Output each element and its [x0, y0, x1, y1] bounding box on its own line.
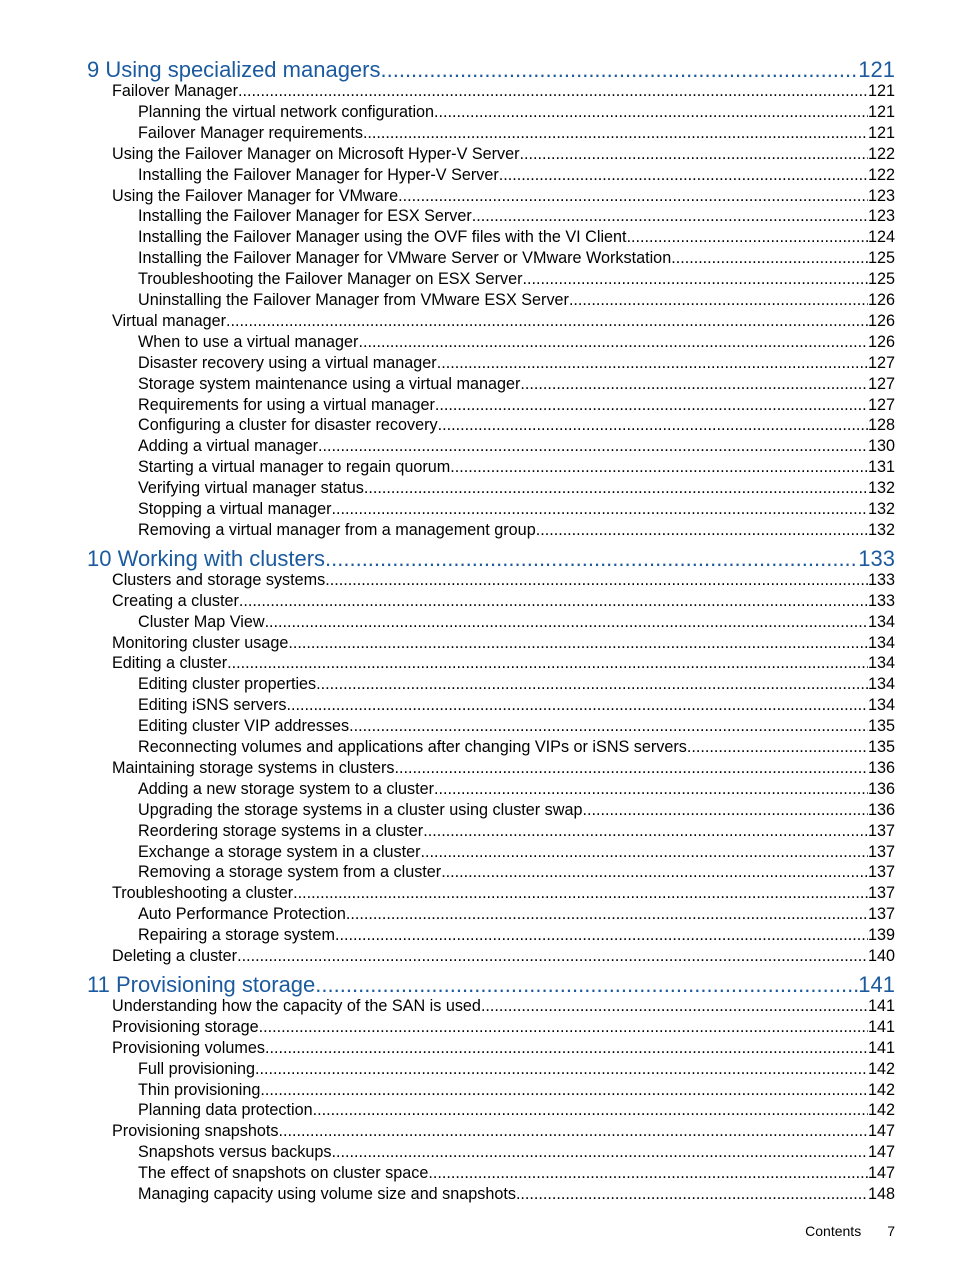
toc-subsection-entry[interactable]	[138, 457, 895, 477]
toc-entry-title: Installing the Failover Manager for ESX Server	[138, 207, 472, 226]
toc-dot-leader	[349, 716, 868, 736]
toc-dot-leader	[318, 436, 868, 456]
toc-section-entry[interactable]	[112, 1038, 895, 1058]
toc-entry-title: When to use a virtual manager	[138, 332, 359, 351]
toc-entry-title: 9 Using specialized managers	[87, 57, 381, 82]
toc-entry-title: 11 Provisioning storage	[87, 971, 316, 997]
toc-page-number: 141	[867, 996, 895, 1015]
toc-entry-title: Provisioning storage	[112, 1017, 259, 1036]
toc-entry-title: Virtual manager	[112, 311, 226, 330]
toc-entry-title: Installing the Failover Manager for Hyper-V Server	[138, 165, 499, 184]
toc-page-number: 137	[867, 905, 895, 924]
toc-section-entry[interactable]	[112, 1121, 895, 1141]
toc-dot-leader	[395, 758, 868, 778]
toc-page-number: 136	[867, 779, 895, 798]
toc-subsection-entry[interactable]	[138, 1059, 895, 1079]
toc-page-number: 137	[867, 884, 895, 903]
toc-page-number: 123	[867, 207, 895, 226]
toc-entry-title: The effect of snapshots on cluster space	[138, 1164, 429, 1183]
toc-subsection-entry[interactable]	[138, 1080, 895, 1100]
toc-entry-title: Clusters and storage systems	[112, 570, 326, 589]
toc-subsection-entry[interactable]	[138, 499, 895, 519]
toc-section-entry[interactable]	[112, 758, 895, 778]
toc-dot-leader	[421, 842, 868, 862]
toc-dot-leader	[481, 996, 868, 1016]
toc-dot-leader	[363, 123, 868, 143]
toc-page-number: 127	[867, 374, 895, 393]
toc-subsection-entry[interactable]	[138, 290, 895, 310]
toc-page-number: 142	[867, 1080, 895, 1099]
toc-dot-leader	[265, 612, 868, 632]
toc-entry-title: Planning the virtual network configuration	[138, 102, 435, 121]
toc-page-number: 142	[867, 1101, 895, 1120]
toc-entry-title: Uninstalling the Failover Manager from VMware ESX Server	[138, 291, 569, 309]
toc-dot-leader	[325, 570, 868, 590]
toc-dot-leader	[265, 1038, 868, 1058]
toc-page-number: 132	[867, 520, 895, 539]
toc-page-number: 132	[867, 479, 895, 498]
toc-entry-title: Using the Failover Manager for VMware	[112, 186, 399, 205]
toc-entry-title: Verifying virtual manager status	[138, 479, 364, 498]
footer-section-label: Contents	[805, 1223, 862, 1239]
toc-dot-leader	[286, 695, 868, 715]
toc-entry-title: Failover Manager requirements	[138, 123, 363, 142]
toc-subsection-entry[interactable]	[138, 269, 895, 289]
toc-page-number: 139	[867, 926, 895, 945]
toc-subsection-entry[interactable]	[138, 904, 895, 924]
toc-page-number: 121	[867, 82, 895, 100]
toc-subsection-entry[interactable]	[138, 779, 895, 799]
toc-section-entry[interactable]	[112, 946, 895, 966]
toc-page-number: 134	[867, 633, 895, 652]
toc-entry-title: Provisioning snapshots	[112, 1122, 279, 1141]
toc-entry-title: Editing iSNS servers	[138, 696, 287, 715]
toc-page-number: 137	[867, 863, 895, 882]
toc-dot-leader	[516, 1184, 868, 1204]
toc-section-entry[interactable]	[112, 591, 895, 611]
toc-page-number: 126	[867, 332, 895, 351]
toc-dot-leader	[450, 457, 868, 477]
toc-page-number: 137	[867, 842, 895, 861]
toc-subsection-entry[interactable]	[138, 716, 895, 736]
toc-page-number: 127	[867, 353, 895, 372]
toc-entry-title: Installing the Failover Manager for VMware Server or VMware Workstation	[138, 249, 672, 268]
toc-page-number: 137	[867, 821, 895, 840]
toc-section-entry[interactable]	[112, 144, 895, 164]
toc-subsection-entry[interactable]	[138, 102, 895, 122]
toc-subsection-entry[interactable]	[138, 862, 895, 882]
toc-subsection-entry[interactable]	[138, 520, 895, 540]
toc-subsection-entry[interactable]	[138, 842, 895, 862]
toc-dot-leader	[226, 311, 868, 331]
toc-dot-leader	[687, 737, 868, 757]
toc-subsection-entry[interactable]	[138, 674, 895, 694]
toc-dot-leader	[237, 946, 868, 966]
toc-dot-leader	[239, 591, 868, 611]
toc-dot-leader	[520, 144, 868, 164]
toc-page-number: 136	[867, 758, 895, 777]
toc-entry-title: Failover Manager	[112, 82, 238, 100]
toc-page-number: 125	[867, 270, 895, 289]
toc-dot-leader	[499, 165, 868, 185]
toc-dot-leader	[331, 1142, 868, 1162]
toc-page-number: 133	[867, 570, 895, 589]
toc-entry-title: Removing a virtual manager from a management group	[138, 520, 536, 539]
toc-subsection-entry[interactable]	[138, 415, 895, 435]
toc-section-entry[interactable]	[112, 1017, 895, 1037]
toc-dot-leader	[238, 81, 868, 101]
toc-dot-leader	[520, 374, 868, 394]
toc-section-entry[interactable]	[112, 186, 895, 206]
toc-entry-title: Upgrading the storage systems in a cluster using cluster swap	[138, 800, 583, 819]
toc-entry-title: Stopping a virtual manager	[138, 500, 332, 518]
toc-dot-leader	[358, 332, 868, 352]
toc-page-number: 133	[867, 591, 895, 610]
toc-page-number: 134	[867, 675, 895, 694]
toc-dot-leader	[255, 1059, 868, 1079]
toc-subsection-entry[interactable]	[138, 478, 895, 498]
toc-subsection-entry[interactable]	[138, 123, 895, 143]
toc-dot-leader	[325, 545, 858, 572]
toc-page-number: 130	[867, 437, 895, 456]
toc-dot-leader	[260, 1080, 868, 1100]
toc-entry-title: Provisioning volumes	[112, 1038, 265, 1057]
toc-dot-leader	[278, 1121, 868, 1141]
toc-subsection-entry[interactable]	[138, 800, 895, 820]
toc-dot-leader	[671, 248, 868, 268]
toc-dot-leader	[569, 290, 868, 310]
toc-entry-title: Editing a cluster	[112, 654, 228, 673]
toc-subsection-entry[interactable]	[138, 436, 895, 456]
toc-dot-leader	[582, 800, 868, 820]
toc-entry-title: Maintaining storage systems in clusters	[112, 758, 395, 777]
toc-entry-title: Removing a storage system from a cluster	[138, 863, 442, 882]
toc-page-number: 141	[867, 1038, 895, 1057]
toc-entry-title: Planning data protection	[138, 1101, 313, 1120]
toc-page-number: 134	[867, 696, 895, 715]
toc-dot-leader	[428, 1163, 868, 1183]
toc-entry-title: Exchange a storage system in a cluster	[138, 842, 421, 861]
toc-section-entry[interactable]	[112, 311, 895, 331]
toc-entry-title: Reconnecting volumes and applications after changing VIPs or iSNS servers	[138, 738, 687, 756]
toc-section-entry[interactable]	[112, 570, 895, 590]
toc-dot-leader	[398, 186, 868, 206]
toc-entry-title: Adding a virtual manager	[138, 437, 318, 456]
toc-page-number: 148	[867, 1185, 895, 1203]
toc-entry-title: Troubleshooting a cluster	[112, 884, 294, 903]
toc-dot-leader	[437, 353, 868, 373]
toc-subsection-entry[interactable]	[138, 248, 895, 268]
toc-dot-leader	[423, 821, 868, 841]
toc-page-number: 133	[858, 545, 895, 571]
toc-dot-leader	[293, 883, 868, 903]
toc-page-number: 124	[867, 228, 895, 247]
toc-entry-title: Adding a new storage system to a cluster	[138, 779, 435, 798]
toc-subsection-entry[interactable]	[138, 395, 895, 415]
toc-dot-leader	[627, 227, 868, 247]
toc-entry-title: Auto Performance Protection	[138, 905, 346, 924]
toc-entry-title: Managing capacity using volume size and snapshots	[138, 1185, 516, 1203]
toc-page-number: 125	[867, 249, 895, 268]
toc-dot-leader	[259, 1017, 868, 1037]
toc-entry-title: Troubleshooting the Failover Manager on ESX Server	[138, 270, 523, 289]
toc-entry-title: Requirements for using a virtual manager	[138, 395, 435, 414]
toc-dot-leader	[316, 674, 868, 694]
toc-entry-title: 10 Working with clusters	[87, 545, 326, 571]
toc-dot-leader	[313, 1100, 868, 1120]
toc-subsection-entry[interactable]	[138, 925, 895, 945]
toc-section-entry[interactable]	[112, 653, 895, 673]
toc-page-number: 121	[867, 102, 895, 121]
toc-page-number: 134	[867, 654, 895, 673]
toc-page-number: 128	[867, 416, 895, 435]
toc-subsection-entry[interactable]	[138, 227, 895, 247]
toc-dot-leader	[346, 904, 868, 924]
toc-entry-title: Understanding how the capacity of the SAN is used	[112, 996, 481, 1015]
toc-page-number: 147	[867, 1164, 895, 1183]
toc-entry-title: Editing cluster properties	[138, 675, 317, 694]
toc-entry-title: Cluster Map View	[138, 612, 265, 631]
toc-page-number: 122	[867, 144, 895, 163]
toc-dot-leader	[331, 499, 868, 519]
toc-subsection-entry[interactable]	[138, 1142, 895, 1162]
toc-dot-leader	[227, 653, 868, 673]
toc-page-number: 126	[867, 291, 895, 309]
toc-dot-leader	[536, 520, 868, 540]
toc-subsection-entry[interactable]	[138, 821, 895, 841]
toc-page-number: 141	[858, 971, 895, 997]
toc-subsection-entry[interactable]	[138, 1184, 895, 1204]
toc-subsection-entry[interactable]	[138, 1163, 895, 1183]
toc-dot-leader	[381, 56, 859, 83]
toc-dot-leader	[315, 971, 858, 998]
toc-dot-leader	[441, 862, 868, 882]
toc-dot-leader	[435, 395, 868, 415]
toc-entry-title: Deleting a cluster	[112, 947, 238, 965]
toc-page-number: 122	[867, 165, 895, 184]
toc-dot-leader	[472, 206, 868, 226]
toc-entry-title: Disaster recovery using a virtual manager	[138, 353, 437, 372]
toc-page-number: 121	[858, 57, 895, 82]
toc-page-number: 147	[867, 1122, 895, 1141]
toc-subsection-entry[interactable]	[138, 612, 895, 632]
toc-section-entry[interactable]	[112, 883, 895, 903]
toc-subsection-entry[interactable]	[138, 206, 895, 226]
toc-subsection-entry[interactable]	[138, 737, 895, 757]
toc-subsection-entry[interactable]	[138, 165, 895, 185]
toc-subsection-entry[interactable]	[138, 374, 895, 394]
toc-dot-leader	[434, 779, 868, 799]
toc-entry-title: Full provisioning	[138, 1059, 255, 1078]
toc-subsection-entry[interactable]	[138, 353, 895, 373]
toc-entry-title: Creating a cluster	[112, 591, 239, 610]
toc-entry-title: Editing cluster VIP addresses	[138, 717, 350, 736]
toc-entry-title: Using the Failover Manager on Microsoft Hyper-V Server	[112, 144, 520, 163]
toc-chapter-entry[interactable]	[87, 971, 895, 998]
toc-dot-leader	[288, 633, 868, 653]
toc-page-number: 123	[867, 186, 895, 205]
toc-dot-leader	[523, 269, 868, 289]
toc-page-number: 132	[867, 500, 895, 518]
toc-page-number: 147	[867, 1143, 895, 1162]
toc-page-number: 142	[867, 1059, 895, 1078]
toc-entry-title: Repairing a storage system	[138, 926, 336, 945]
toc-entry-title: Configuring a cluster for disaster recovery	[138, 416, 438, 435]
toc-dot-leader	[335, 925, 868, 945]
toc-page-number: 136	[867, 800, 895, 819]
toc-chapter-entry[interactable]	[87, 545, 895, 572]
toc-chapter-entry[interactable]	[87, 56, 895, 83]
toc-subsection-entry[interactable]	[138, 332, 895, 352]
toc-page-number: 131	[867, 458, 895, 477]
toc-section-entry[interactable]	[112, 81, 895, 101]
toc-entry-title: Reordering storage systems in a cluster	[138, 821, 424, 840]
toc-dot-leader	[434, 102, 868, 122]
toc-page-number: 127	[867, 395, 895, 414]
toc-dot-leader	[364, 478, 868, 498]
toc-page-number: 141	[867, 1017, 895, 1036]
toc-section-entry[interactable]	[112, 633, 895, 653]
toc-page-number: 126	[867, 311, 895, 330]
toc-subsection-entry[interactable]	[138, 1100, 895, 1120]
toc-page-number: 135	[867, 738, 895, 756]
toc-page-number: 134	[867, 612, 895, 631]
toc-entry-title: Starting a virtual manager to regain quorum	[138, 458, 451, 477]
toc-entry-title: Thin provisioning	[138, 1080, 261, 1099]
toc-subsection-entry[interactable]	[138, 695, 895, 715]
footer-page-number: 7	[887, 1223, 895, 1239]
toc-page-number: 135	[867, 717, 895, 736]
toc-page-number: 121	[867, 123, 895, 142]
toc-entry-title: Installing the Failover Manager using the OVF files with the VI Client	[138, 228, 627, 247]
toc-entry-title: Snapshots versus backups	[138, 1143, 332, 1162]
toc-dot-leader	[438, 415, 868, 435]
page-footer	[700, 1222, 895, 1240]
toc-page-number: 140	[867, 947, 895, 965]
toc-entry-title: Storage system maintenance using a virtual manager	[138, 374, 521, 393]
toc-entry-title: Monitoring cluster usage	[112, 633, 289, 652]
toc-section-entry[interactable]	[112, 996, 895, 1016]
